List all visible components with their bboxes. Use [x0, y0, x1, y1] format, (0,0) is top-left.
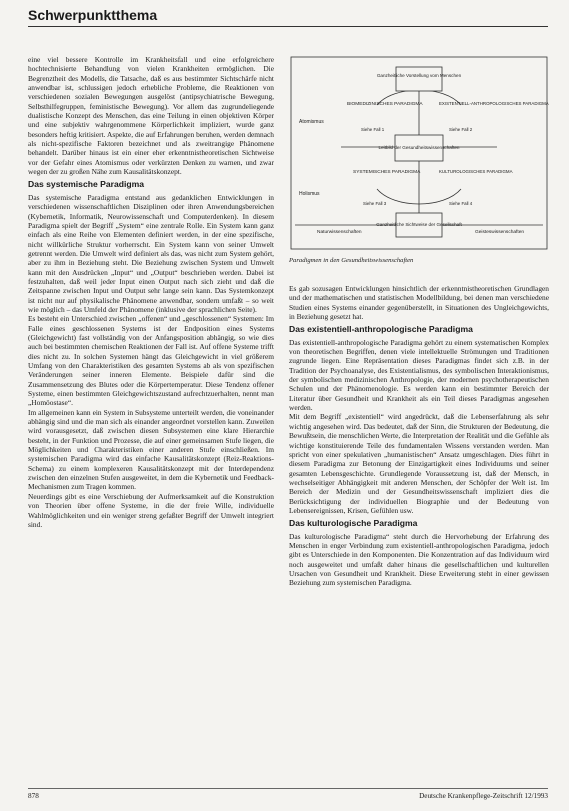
paragraph: Im allgemeinen kann ein System in Subsysteme unterteilt werden, die voneinander abhängig sind und die man sich als einander angeordnet vorstellen kann. Zuweilen wird vorausgesetzt, daß zwischen diesen Subsystemen eine klare Hierarchie besteht, in der Funktion und Prozesse, die auf einer gemeinsamen Stufe liegen, die Möglichkeiten und Charakteristiken einer anderen Stufe einschließen. Im systemischen Paradigma wird das einfache Kausalitätskonzept (Reiz-Reaktions-Schema) zu einem komplexeren Kausalitätskonzept mit der Interdependenz zwischen den einzelnen Stufen ausgeweitet, in dem die Kybernetik und Feedback-Mechanismen zum Tragen kommen. [28, 407, 274, 492]
page-header-title: Schwerpunktthema [28, 7, 548, 27]
left-column [28, 55, 274, 529]
page-footer [28, 788, 548, 800]
journal-name: Deutsche Krankenpflege-Zeitschrift 12/1993 [419, 792, 548, 800]
quadrant-bl-title: SYSTEMISCHES PARADIGMA [353, 170, 421, 175]
paragraph: Das existentiell-anthropologische Paradigma gehört zu einem systematischen Komplex von theoretischen Begriffen, denen viele intellektuelle Strömungen und Traditionen zugrunde liegen. Eine Repräsentation dieses Paradigmas findet sich z.B. in der Tradition der Psychoanalyse, des Existentialismus, des symbolischen Interaktionismus, der symbolischen medizinischen Anthropologie, der modernen psychotherapeutischen Schulen und der Phänomenologie. Es werden kann ein bestimmter Bereich der Literatur über Gesundheit und Krankheit als ein Teil dieses Paradigmas angesehen werden. [289, 337, 549, 413]
paragraph: Das kulturologische Paradigma“ steht durch die Hervorhebung der Erfahrung des Menschen in enger Verbindung zum existentiell-anthropologischen Paradigma, jedoch gibt es Unterschiede in den Komponenten. Die Konzentration auf das Individuum wird noch ausgeweitet und umfaßt daher hinaus die gesellschaftlichen und kulturellen Ursachen von Gesundheit und Krankheit. Diese Erweiterung steht in einer gewissen Beziehung zum systemischen Paradigma. [289, 531, 549, 588]
box-top [396, 67, 442, 91]
quadrant-tr-title: EXISTENTIELL-ANTHROPOLOGISCHES PARADIGMA [439, 101, 549, 106]
quadrant-br-title: KULTUROLOGISCHES PARADIGMA [439, 169, 513, 174]
box-top-label: Ganzheitliche Vorstellung vom Menschen [376, 73, 462, 78]
quadrant-br-sub: Siehe Fall 4 [449, 201, 473, 206]
page-number: 878 [28, 792, 39, 800]
diagram-caption: Paradigmen in den Gesundheitswissenschaften [289, 257, 414, 264]
quadrant-tl-title: BIOMEDIZINISCHES PARADIGMA [347, 102, 423, 107]
section-heading: Das systemische Paradigma [28, 179, 145, 190]
box-bottom-label: Ganzheitliche Sichtweise der Gesellschaft [376, 222, 462, 227]
section-heading: Das existentiell-anthropologische Paradigma [289, 324, 473, 335]
paragraph: eine viel bessere Kontrolle im Krankheitsfall und eine erfolgreichere hochtechnisierte Behandlung von vielen Krankheiten ermöglichen. Die Begrenztheit des Modells, die Tatsache, daß es aus bestimmter Sichtschärfe nicht anwendbar ist, schlussigen jedoch erhebliche Probleme, die Reaktionen von verschiedenen sozialen Bewegungen ausgelöst (antipsychiatrische Bewegung, Selbsthilfegruppen, feministische Bewegung). Vor allem das zugrundeliegende dualistische Konzept des Menschen, das eine Teilung in einen objektiven Körper und eine subjektiv wahrgenommene Körperlichkeit impliziert, wurde ganz besonders heftig kritisiert. Aspekte, die auf Erfahrungen beruhen, werden demnach als nicht-spezifische Faktoren bezeichnet und als zweitrangige Phänomene behandelt. Darüber hinaus ist ein einer eher erkenntnistheoretischen Sichtweise vor der Gefahr eines Atomismus oder verkürzten Denken zu warnen, und zwar wegen der zu großen Nähe zum Kausalitätskonzept. [28, 55, 274, 177]
section-heading: Das kulturologische Paradigma [289, 518, 418, 529]
paragraph: Es besteht ein Unterschied zwischen „offenen“ und „geschlossenen“ Systemen: Im Falle eines geschlossenen Systems ist der Endposition eines Systems (Gleichgewicht) fast vollständig von der Anfangsposition abhängig, so wie dies auch bei bestimmten chemischen Reaktionen der Fall ist. Auf offene Systeme trifft dies nicht zu. In solchen Systemen hängt das Gleichgewicht in viel größerem Umfang von den Charakteristiken des gesamten Systems ab als von spezifischen Veränderungen seiner inneren Elemente. Beispiele dafür sind die Zusammensetzung des Blutes oder die Körpertemperatur. Diese Tendenz offener Systeme, einen bestimmten Gleichgewichtszustand aufrechtzuerhalten, nennt man „Homöostase“. [28, 314, 274, 408]
paragraph: Es gab sozusagen Entwicklungen hinsichtlich der erkenntnistheoretischen Grundlagen und der mathematischen und statistischen Modellbildung, bei denen man verschiedene Studien eines Systems einander gegenüberstellt, in Situationen des Ungleichgewichts, in Beziehung gesetzt hat. [289, 284, 549, 322]
quadrant-tr-sub: Siehe Fall 2 [449, 127, 473, 132]
label-natural-sciences: Naturwissenschaften [317, 230, 362, 235]
paragraph: Das systemische Paradigma entstand aus gedanklichen Entwicklungen in verschiedenen wissenschaftlichen Disziplinen oder ihren Anwendungsbereichen (Kybernetik, Informatik, Neurowissenschaft und Computerdenken). In diesem Paradigma spielt der Begriff „System“ eine zentrale Rolle. Ein System kann ganz einfach als eine Reihe von Elementen definiert werden, in der eine spezifische, nicht willkürliche Struktur vorherrscht. Ein System kann von seiner Umwelt getrennt werden. Die Umwelt wird definiert als das, was nicht zum System gehört, aber zu ihm in Beziehung steht. Die Beziehung zwischen System und Umwelt kann mit den Ausdrücken „Input“ und „Output“ beschrieben werden. Dabei ist festzuhalten, daß weil jeder Input einen Output nach sich zieht und daß die Zeitspanne zwischen Input und Output sehr lange sein kann. Das Systemkonzept ist nicht nur auf physikalische Phänomene anwendbar, sondern umfaßt – so weit wie möglich – das Umfeld der Phänomene (inklusive der sprachlichen Seite). [28, 192, 274, 314]
right-column [289, 284, 549, 588]
paradigm-diagram [289, 55, 549, 251]
box-center-label: Leitbild der Gesundheitswissenschaften [378, 145, 460, 150]
label-atomism: Atomismus [299, 119, 324, 125]
quadrant-bl-sub: Siehe Fall 3 [363, 201, 387, 206]
label-holism: Holismus [299, 191, 320, 197]
label-humanities: Geisteswissenschaften [475, 230, 525, 235]
paragraph: Neuerdings gibt es eine Verschiebung der Aufmerksamkeit auf die Konstruktion von Theorien über offene Systeme, in die der freie Wille, individuelle Wahlmöglichkeiten und ein weniger streng gefaßter Begriff der Umwelt integriert sind. [28, 491, 274, 529]
paragraph: Mit dem Begriff „existentiell“ wird angedrückt, daß die Lebenserfahrung als sehr wichtig angesehen wird. Das bedeutet, daß der Sinn, die Strukturen der Bedeutung, die Bewußtsein, die menschlichen Werte, die Interpretation der Realität und die Gefühle als wichtige konstituierende Teile des fundamentalen Wissens verstanden werden. Man spricht von einer spekulativen „humanistischen“ Ansatz umgeschlagen. Dies führt in diesem Paradigma zur Betonung der Einzigartigkeit eines Individuums und seiner gesamten Lebensgeschichte. Grundlegende Voraussetzung ist, daß der Mensch, in wechselseitiger Abhängigkeit mit anderen Menschen, der Schöpfer der Welt ist. Im Bereich der Medizin und der Gesundheitswissenschaft impliziert dies die Berücksichtigung der individuellen Biographie und der Bedeutung von Lebensereignissen, Krisen, Gefühlen usw. [289, 412, 549, 515]
quadrant-tl-sub: Siehe Fall 1 [361, 127, 385, 132]
